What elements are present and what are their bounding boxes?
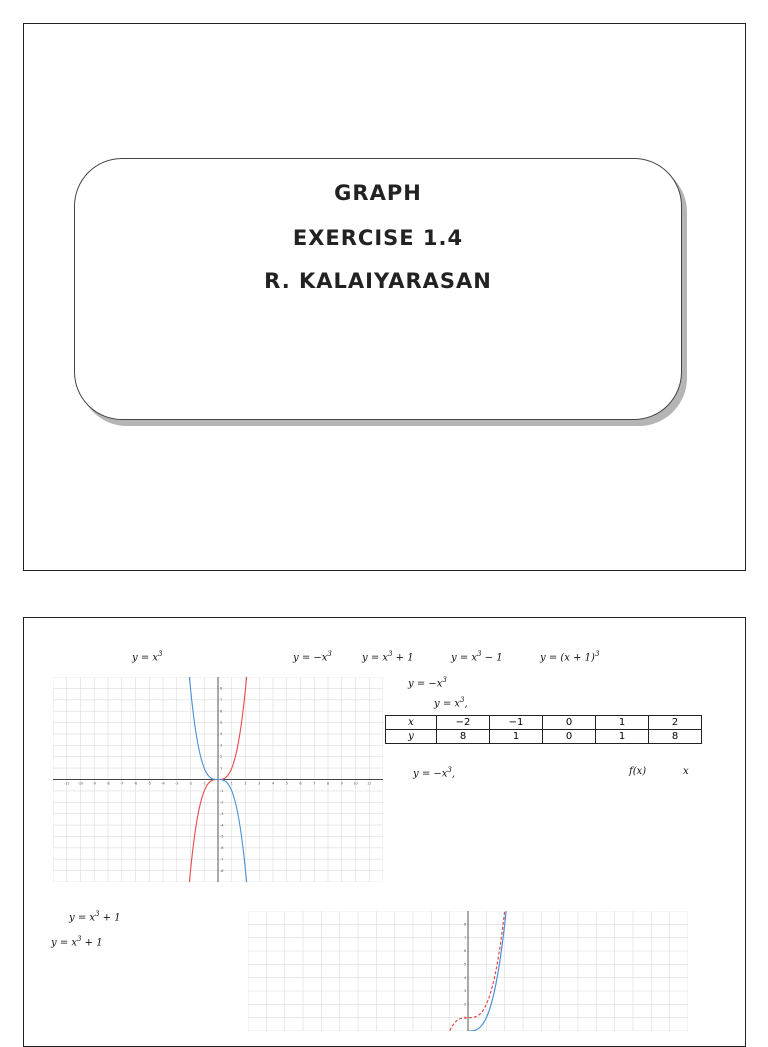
- y-tick-label: 5: [220, 720, 223, 725]
- y-tick-label: 3: [220, 743, 223, 748]
- y-tick-label: 4: [464, 975, 467, 980]
- x-tick-label: 4: [271, 781, 275, 786]
- x-tick-label: 3: [258, 781, 261, 786]
- table-cell: 1: [596, 716, 649, 730]
- x-tick-label: 11: [367, 781, 372, 786]
- x-tick-label: 8: [326, 781, 330, 786]
- y-tick-label: -8: [220, 868, 224, 873]
- eq-neg-x-cubed: $y = -x^3$: [293, 650, 332, 664]
- eq-x-cubed-minus-1: $y = x^3 - 1$: [451, 650, 503, 664]
- x-tick-label: -10: [77, 781, 84, 786]
- y-tick-label: 5: [464, 962, 467, 967]
- x-label: x: [683, 766, 689, 777]
- y-tick-label: 6: [464, 949, 467, 954]
- x-tick-label: -4: [161, 781, 165, 786]
- graph-cubic-plus-one: [248, 911, 688, 1031]
- table-cell: 0: [543, 716, 596, 730]
- y-tick-label: 2: [464, 1002, 467, 1007]
- x-tick-label: -2: [188, 781, 193, 786]
- y-tick-label: 4: [220, 732, 223, 737]
- slide-content-page: [23, 617, 746, 1047]
- y-tick-label: 3: [464, 989, 467, 994]
- fx-label: f(x): [629, 766, 647, 777]
- note-neg-x-cubed: $y = -x^3$: [408, 676, 447, 690]
- title-box: [74, 158, 682, 420]
- y-tick-label: 1: [220, 766, 223, 771]
- table-cell: 1: [490, 730, 543, 744]
- table-cell: 0: [543, 730, 596, 744]
- table-cell: 8: [437, 730, 490, 744]
- slide-title-page: [23, 23, 746, 571]
- y-tick-label: 8: [464, 922, 467, 927]
- y-tick-label: -3: [220, 811, 224, 816]
- x-tick-label: -5: [147, 781, 151, 786]
- table-cell: −1: [490, 716, 543, 730]
- curve-x-cubed-plus-1: [450, 911, 505, 1031]
- table-row-x: [386, 716, 702, 730]
- y-tick-label: 6: [220, 709, 223, 714]
- x-tick-label: 6: [299, 781, 302, 786]
- table-row-label-x: x: [386, 716, 437, 730]
- lower-eq-1: $y = x^3 + 1$: [69, 910, 121, 924]
- y-tick-label: -1: [220, 789, 224, 794]
- y-tick-label: 1: [464, 1015, 467, 1020]
- x-tick-label: -7: [120, 781, 124, 786]
- y-tick-label: -4: [220, 823, 224, 828]
- eq-x-plus-1-cubed: $y = (x + 1)^3$: [540, 650, 600, 664]
- x-tick-label: 9: [340, 781, 343, 786]
- x-tick-label: -1: [202, 781, 206, 786]
- x-tick-label: 7: [313, 781, 316, 786]
- x-tick-label: -11: [63, 781, 70, 786]
- graph-cubic-and-negative-cubic: [53, 677, 383, 882]
- table-cell: 8: [649, 730, 702, 744]
- y-tick-label: -2: [220, 800, 224, 805]
- note-neg-x-cubed-2: $y = -x^3$,: [413, 766, 456, 780]
- x-tick-label: -3: [175, 781, 179, 786]
- eq-x-cubed: $y = x^3$: [132, 650, 163, 664]
- y-tick-label: 7: [220, 697, 223, 702]
- note-x-cubed: $y = x^3$,: [434, 696, 468, 710]
- x-tick-label: 2: [244, 781, 247, 786]
- title-graph: GRAPH: [334, 181, 422, 205]
- y-tick-label: -7: [220, 857, 224, 862]
- x-tick-label: -6: [133, 781, 138, 786]
- lower-eq-2: $y = x^3 + 1$: [51, 935, 103, 949]
- y-tick-label: 8: [220, 686, 223, 691]
- x-tick-label: -9: [92, 781, 96, 786]
- x-tick-label: 1: [230, 781, 233, 786]
- table-cell: 1: [596, 730, 649, 744]
- table-row-label-y: y: [386, 730, 437, 744]
- x-tick-label: 10: [353, 781, 358, 786]
- y-tick-label: -5: [220, 834, 224, 839]
- y-tick-label: 7: [464, 935, 467, 940]
- curve-x-cubed: [468, 911, 506, 1031]
- x-tick-label: 5: [285, 781, 288, 786]
- y-tick-label: -6: [220, 846, 224, 851]
- title-exercise: EXERCISE 1.4: [292, 226, 464, 250]
- x-tick-label: -8: [106, 781, 110, 786]
- title-author: R. KALAIYARASAN: [264, 269, 492, 293]
- values-table: [385, 715, 702, 744]
- eq-x-cubed-plus-1: $y = x^3 + 1$: [362, 650, 414, 664]
- table-cell: 2: [649, 716, 702, 730]
- table-cell: −2: [437, 716, 490, 730]
- y-tick-label: 2: [220, 754, 223, 759]
- table-row-y: [386, 730, 702, 744]
